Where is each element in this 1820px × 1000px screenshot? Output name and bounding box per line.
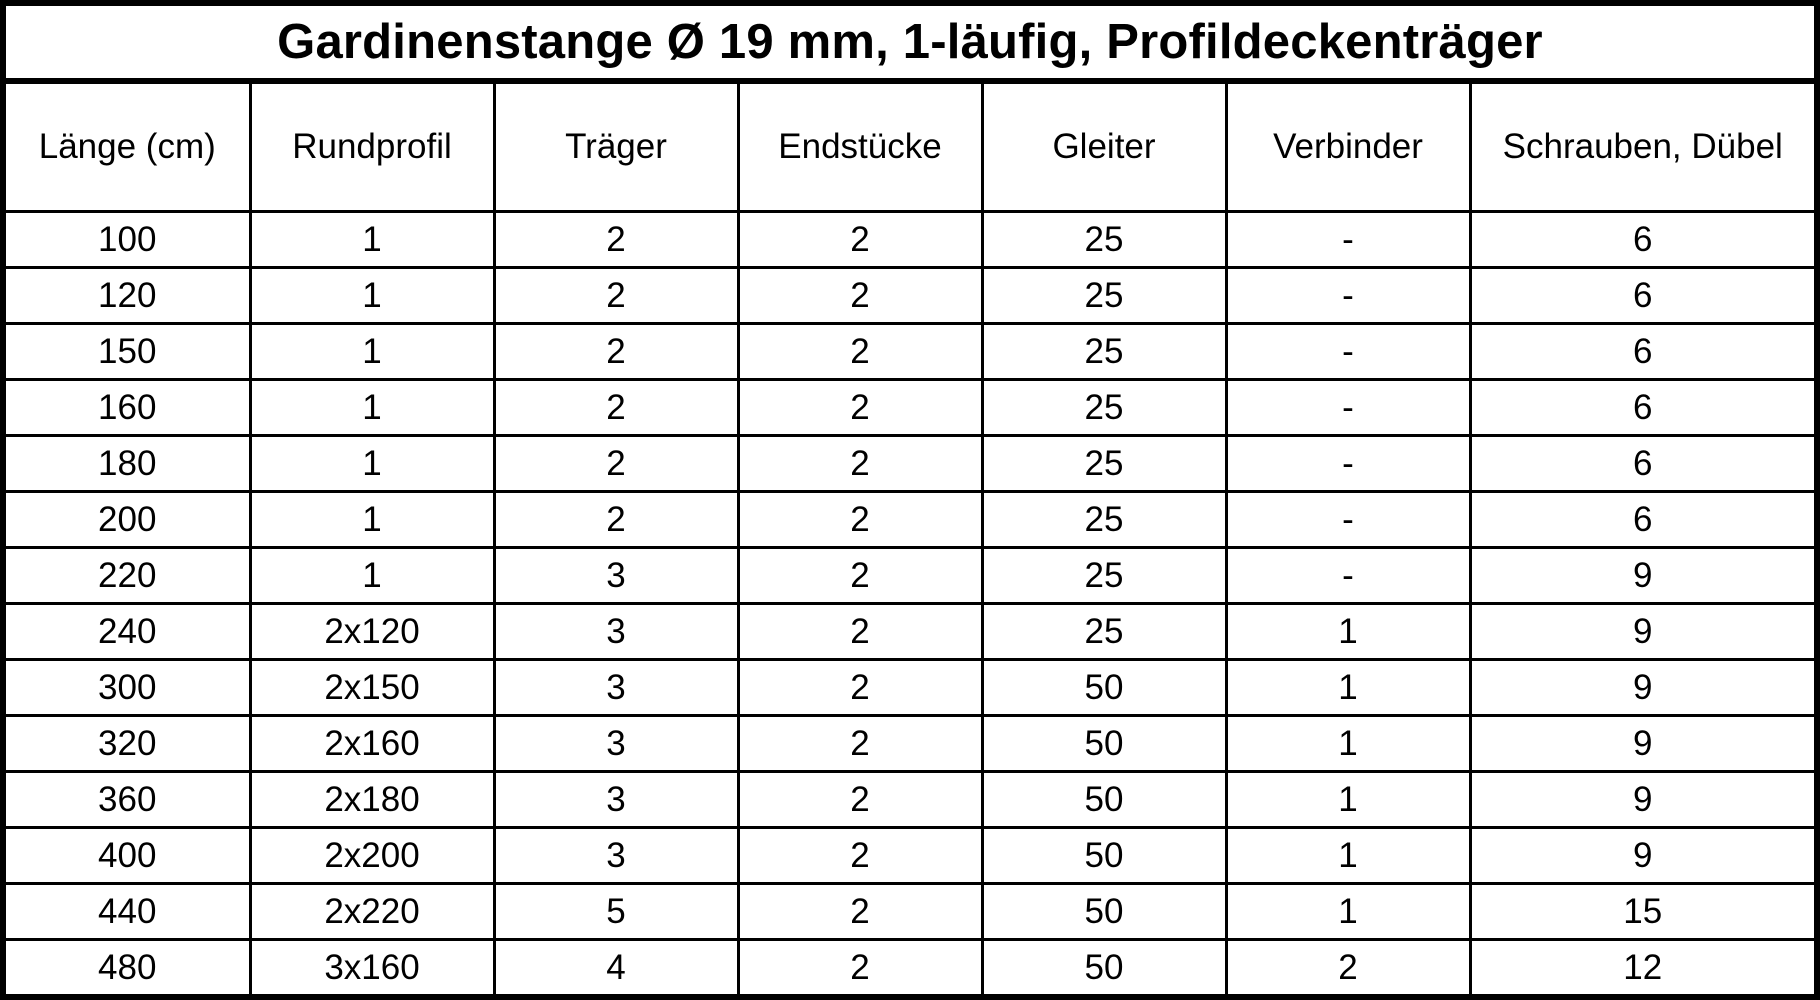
table-row: [6, 772, 1814, 828]
cell-rundprofil: 2x120: [250, 604, 494, 660]
cell-verbinder: 1: [1226, 828, 1470, 884]
cell-laenge: 400: [6, 828, 250, 884]
table-row: [6, 436, 1814, 492]
cell-endstuecke: 2: [738, 492, 982, 548]
cell-endstuecke: 2: [738, 212, 982, 268]
cell-endstuecke: 2: [738, 828, 982, 884]
table-row: [6, 884, 1814, 940]
cell-gleiter: 25: [982, 436, 1226, 492]
cell-verbinder: -: [1226, 380, 1470, 436]
cell-endstuecke: 2: [738, 380, 982, 436]
cell-traeger: 4: [494, 940, 738, 995]
cell-gleiter: 50: [982, 660, 1226, 716]
table-title: Gardinenstange Ø 19 mm, 1-läufig, Profildeckenträger: [6, 6, 1814, 84]
cell-laenge: 480: [6, 940, 250, 995]
cell-laenge: 440: [6, 884, 250, 940]
table-row: [6, 940, 1814, 995]
cell-gleiter: 25: [982, 212, 1226, 268]
table-body: [6, 212, 1814, 995]
cell-verbinder: -: [1226, 548, 1470, 604]
table-row: [6, 828, 1814, 884]
cell-gleiter: 25: [982, 324, 1226, 380]
cell-endstuecke: 2: [738, 940, 982, 995]
cell-rundprofil: 1: [250, 212, 494, 268]
cell-gleiter: 25: [982, 548, 1226, 604]
cell-schrauben-duebel: 6: [1470, 380, 1814, 436]
cell-schrauben-duebel: 9: [1470, 548, 1814, 604]
table-row: [6, 380, 1814, 436]
parts-table: [6, 84, 1814, 994]
cell-traeger: 2: [494, 492, 738, 548]
cell-schrauben-duebel: 15: [1470, 884, 1814, 940]
cell-endstuecke: 2: [738, 660, 982, 716]
cell-schrauben-duebel: 6: [1470, 268, 1814, 324]
cell-schrauben-duebel: 12: [1470, 940, 1814, 995]
cell-traeger: 3: [494, 548, 738, 604]
header-laenge: Länge (cm): [6, 84, 250, 212]
cell-schrauben-duebel: 9: [1470, 660, 1814, 716]
cell-verbinder: -: [1226, 492, 1470, 548]
table-row: [6, 548, 1814, 604]
cell-verbinder: -: [1226, 268, 1470, 324]
cell-gleiter: 25: [982, 380, 1226, 436]
cell-rundprofil: 1: [250, 268, 494, 324]
cell-schrauben-duebel: 6: [1470, 436, 1814, 492]
table-row: [6, 660, 1814, 716]
header-rundprofil: Rundprofil: [250, 84, 494, 212]
cell-verbinder: 1: [1226, 604, 1470, 660]
table-row: [6, 212, 1814, 268]
cell-gleiter: 25: [982, 492, 1226, 548]
header-verbinder: Verbinder: [1226, 84, 1470, 212]
cell-verbinder: -: [1226, 324, 1470, 380]
cell-verbinder: 1: [1226, 884, 1470, 940]
cell-endstuecke: 2: [738, 548, 982, 604]
cell-laenge: 150: [6, 324, 250, 380]
cell-gleiter: 25: [982, 268, 1226, 324]
cell-laenge: 360: [6, 772, 250, 828]
table-row: [6, 268, 1814, 324]
table-row: [6, 324, 1814, 380]
cell-traeger: 2: [494, 324, 738, 380]
cell-rundprofil: 2x220: [250, 884, 494, 940]
cell-endstuecke: 2: [738, 604, 982, 660]
cell-verbinder: 1: [1226, 716, 1470, 772]
cell-laenge: 180: [6, 436, 250, 492]
cell-traeger: 5: [494, 884, 738, 940]
cell-traeger: 3: [494, 828, 738, 884]
header-endstuecke: Endstücke: [738, 84, 982, 212]
cell-traeger: 2: [494, 380, 738, 436]
cell-endstuecke: 2: [738, 324, 982, 380]
cell-traeger: 2: [494, 268, 738, 324]
header-schrauben-duebel: Schrauben, Dübel: [1470, 84, 1814, 212]
cell-laenge: 160: [6, 380, 250, 436]
cell-rundprofil: 1: [250, 492, 494, 548]
cell-laenge: 320: [6, 716, 250, 772]
cell-traeger: 3: [494, 660, 738, 716]
table-row: [6, 492, 1814, 548]
cell-endstuecke: 2: [738, 772, 982, 828]
cell-gleiter: 50: [982, 716, 1226, 772]
cell-rundprofil: 2x150: [250, 660, 494, 716]
header-gleiter: Gleiter: [982, 84, 1226, 212]
cell-rundprofil: 1: [250, 436, 494, 492]
cell-laenge: 300: [6, 660, 250, 716]
cell-gleiter: 50: [982, 772, 1226, 828]
cell-gleiter: 50: [982, 884, 1226, 940]
cell-traeger: 3: [494, 772, 738, 828]
cell-rundprofil: 2x200: [250, 828, 494, 884]
table-row: [6, 604, 1814, 660]
cell-gleiter: 25: [982, 604, 1226, 660]
cell-endstuecke: 2: [738, 884, 982, 940]
cell-rundprofil: 1: [250, 380, 494, 436]
cell-rundprofil: 1: [250, 548, 494, 604]
cell-endstuecke: 2: [738, 268, 982, 324]
cell-verbinder: 1: [1226, 660, 1470, 716]
cell-schrauben-duebel: 6: [1470, 324, 1814, 380]
cell-schrauben-duebel: 6: [1470, 492, 1814, 548]
cell-rundprofil: 2x160: [250, 716, 494, 772]
cell-laenge: 220: [6, 548, 250, 604]
cell-schrauben-duebel: 9: [1470, 716, 1814, 772]
header-traeger: Träger: [494, 84, 738, 212]
cell-traeger: 3: [494, 604, 738, 660]
cell-schrauben-duebel: 6: [1470, 212, 1814, 268]
cell-laenge: 100: [6, 212, 250, 268]
cell-verbinder: 2: [1226, 940, 1470, 995]
cell-schrauben-duebel: 9: [1470, 604, 1814, 660]
header-row: [6, 84, 1814, 212]
cell-gleiter: 50: [982, 828, 1226, 884]
cell-rundprofil: 2x180: [250, 772, 494, 828]
cell-schrauben-duebel: 9: [1470, 772, 1814, 828]
cell-schrauben-duebel: 9: [1470, 828, 1814, 884]
cell-rundprofil: 3x160: [250, 940, 494, 995]
cell-verbinder: -: [1226, 436, 1470, 492]
cell-rundprofil: 1: [250, 324, 494, 380]
cell-traeger: 2: [494, 212, 738, 268]
cell-traeger: 3: [494, 716, 738, 772]
cell-laenge: 200: [6, 492, 250, 548]
cell-verbinder: -: [1226, 212, 1470, 268]
table-row: [6, 716, 1814, 772]
cell-endstuecke: 2: [738, 716, 982, 772]
cell-gleiter: 50: [982, 940, 1226, 995]
cell-verbinder: 1: [1226, 772, 1470, 828]
cell-endstuecke: 2: [738, 436, 982, 492]
cell-laenge: 120: [6, 268, 250, 324]
cell-traeger: 2: [494, 436, 738, 492]
cell-laenge: 240: [6, 604, 250, 660]
